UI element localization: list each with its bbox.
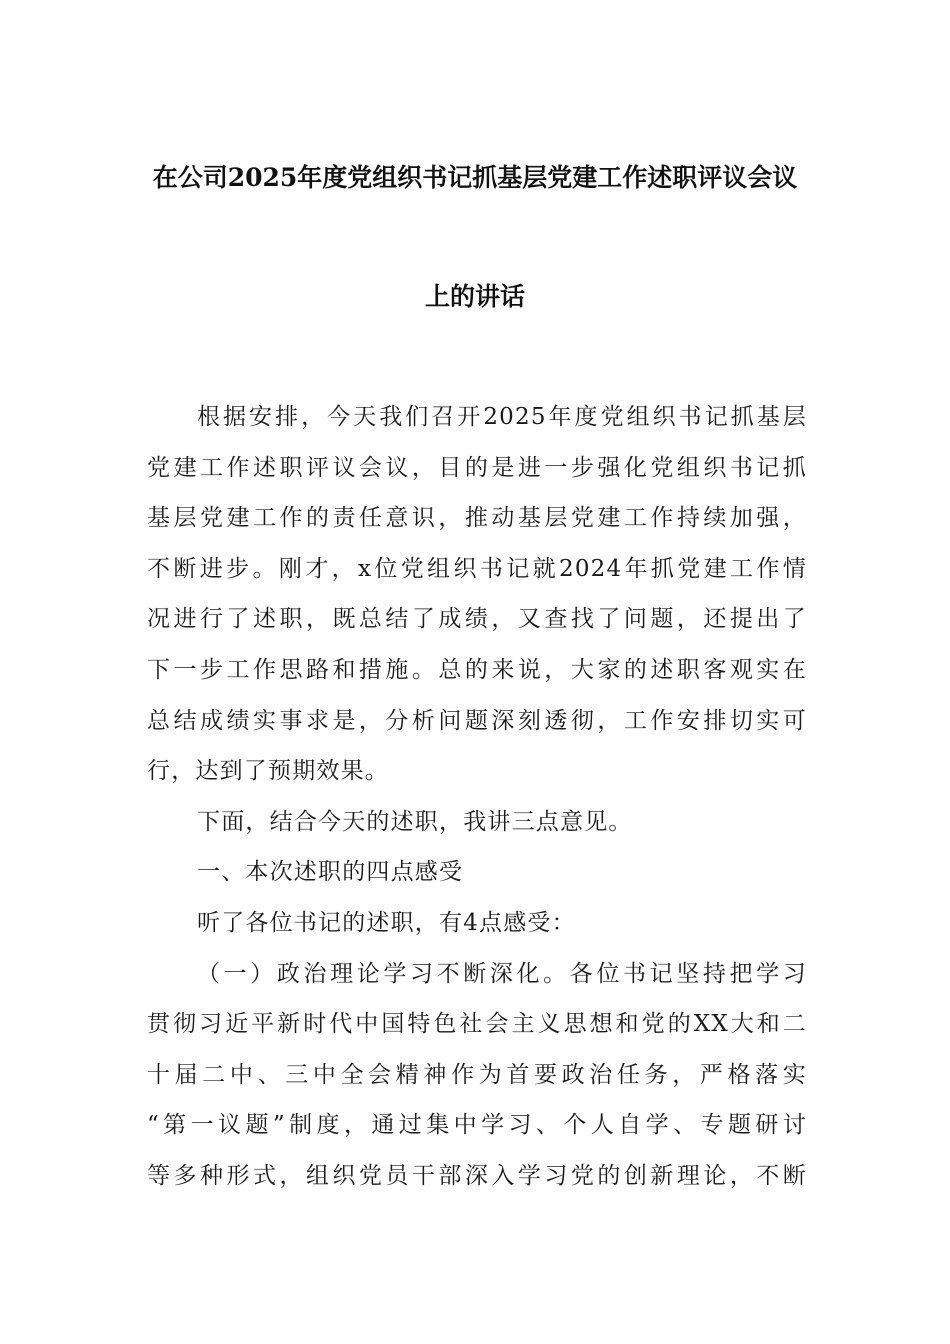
body-line: 不断进步。刚才，x位党组织书记就2024年抓党建工作情: [147, 555, 807, 582]
body-line: 下一步工作思路和措施。总的来说，大家的述职客观实在: [147, 656, 807, 683]
body-line: 行，达到了预期效果。: [147, 758, 389, 785]
body-line: “第一议题”制度，通过集中学习、个人自学、专题研讨: [147, 1112, 807, 1139]
body-line: 听了各位书记的述职，有4点感受：: [197, 909, 576, 936]
body-line: 党建工作述职评议会议，目的是进一步强化党组织书记抓: [147, 454, 807, 481]
section-heading: 一、本次述职的四点感受: [197, 859, 464, 886]
document-title-line-2: 上的讲话: [424, 282, 525, 311]
body-line: 根据安排，今天我们召开2025年度党组织书记抓基层: [197, 404, 807, 430]
body-line: 总结成绩实事求是，分析问题深刻透彻，工作安排切实可: [147, 707, 807, 734]
document-title-line-1: 在公司2025年度党组织书记抓基层党建工作述职评议会议: [152, 163, 798, 192]
body-line: 况进行了述职，既总结了成绩，又查找了问题，还提出了: [147, 606, 807, 633]
body-line: 基层党建工作的责任意识，推动基层党建工作持续加强，: [147, 505, 807, 532]
body-line: 等多种形式，组织党员干部深入学习党的创新理论，不断: [147, 1162, 807, 1189]
document-body: [147, 392, 807, 1202]
body-line: （一）政治理论学习不断深化。各位书记坚持把学习: [197, 960, 807, 987]
body-line: 贯彻习近平新时代中国特色社会主义思想和党的XX大和二: [147, 1011, 807, 1038]
body-line: 下面，结合今天的述职，我讲三点意见。: [197, 808, 633, 835]
body-line: 十届二中、三中全会精神作为首要政治任务，严格落实: [147, 1061, 807, 1088]
